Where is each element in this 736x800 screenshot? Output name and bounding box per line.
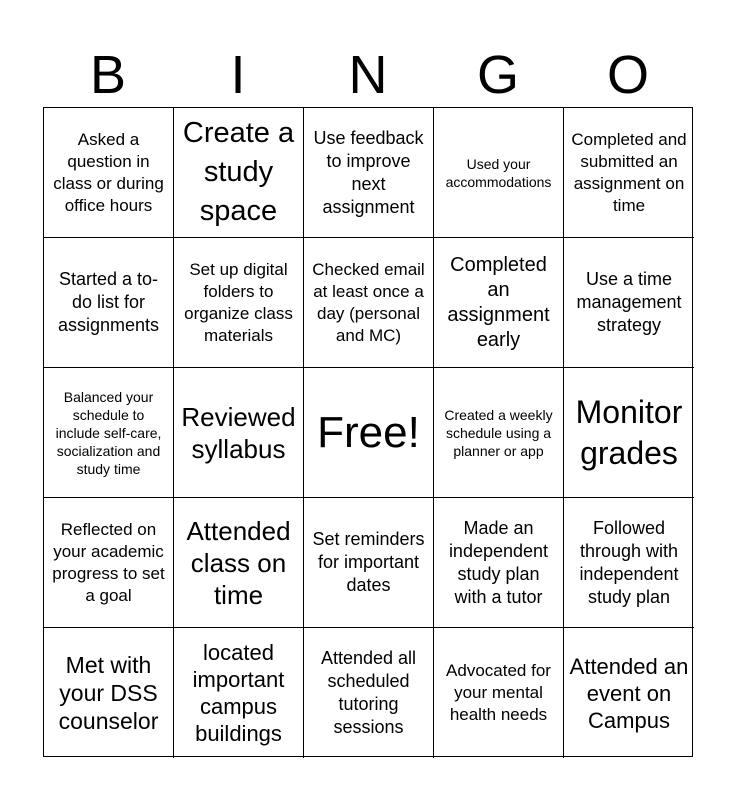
cell-text: Advocated for your mental health needs — [446, 661, 551, 724]
cell-text: Started a to-do list for assignments — [57, 269, 160, 335]
cell-text: Made an independent study plan with a tutor — [448, 517, 549, 607]
cell-text: Created a weekly schedule using a planner or app — [444, 406, 553, 459]
bingo-cell[interactable] — [564, 238, 694, 368]
bingo-cell[interactable] — [174, 238, 304, 368]
bingo-cell[interactable] — [304, 238, 434, 368]
free-space-cell[interactable] — [304, 368, 434, 498]
bingo-cell[interactable] — [174, 368, 304, 498]
bingo-cell[interactable] — [434, 238, 564, 368]
header-letter-i: I — [230, 45, 246, 105]
bingo-cell[interactable] — [174, 628, 304, 758]
bingo-cell[interactable] — [434, 498, 564, 628]
cell-text: Monitor grades — [575, 393, 683, 471]
cell-text: Reviewed syllabus — [181, 401, 296, 464]
bingo-cell[interactable] — [44, 628, 174, 758]
bingo-cell[interactable] — [44, 368, 174, 498]
bingo-header — [43, 45, 693, 105]
cell-text: Checked email at least once a day (personal and MC) — [312, 259, 425, 345]
bingo-cell[interactable] — [44, 498, 174, 628]
header-letter-b: B — [89, 45, 127, 105]
cell-text: Asked a question in class or during office hours — [53, 129, 164, 215]
bingo-board — [43, 107, 693, 757]
header-letter-n: N — [348, 45, 388, 105]
bingo-cell[interactable] — [174, 108, 304, 238]
header-letter-o: O — [606, 45, 649, 105]
bingo-cell[interactable] — [564, 368, 694, 498]
bingo-cell[interactable] — [564, 498, 694, 628]
cell-text: Create a study space — [182, 117, 295, 227]
cell-text: Use feedback to improve next assignment — [313, 127, 424, 217]
bingo-cell[interactable] — [174, 498, 304, 628]
cell-text: Reflected on your academic progress to set a goal — [52, 519, 165, 605]
cell-text: Use a time management strategy — [576, 269, 682, 335]
bingo-cell[interactable] — [304, 498, 434, 628]
bingo-cell[interactable] — [434, 628, 564, 758]
cell-text: Followed through with independent study plan — [579, 517, 679, 607]
header-letter-g: G — [476, 45, 519, 105]
bingo-cell[interactable] — [44, 238, 174, 368]
cell-text: Used your accommodations — [445, 155, 552, 190]
free-space-text: Free! — [317, 407, 420, 457]
cell-text: Completed and submitted an assignment on time — [571, 129, 687, 215]
bingo-cell[interactable] — [434, 368, 564, 498]
cell-text: Set up digital folders to organize class materials — [184, 259, 293, 345]
bingo-cell[interactable] — [564, 108, 694, 238]
cell-text: Met with your DSS counselor — [58, 652, 159, 734]
bingo-cell[interactable] — [434, 108, 564, 238]
bingo-cell[interactable] — [564, 628, 694, 758]
cell-text: Attended an event on Campus — [569, 653, 689, 733]
cell-text: Balanced your schedule to include self-care, socialization and study time — [55, 388, 162, 477]
cell-text: Attended all scheduled tutoring sessions — [320, 648, 417, 737]
cell-text: Set reminders for important dates — [312, 529, 425, 595]
cell-text: located important campus buildings — [192, 640, 285, 746]
bingo-cell[interactable] — [304, 628, 434, 758]
bingo-cell[interactable] — [304, 108, 434, 238]
bingo-cell[interactable] — [44, 108, 174, 238]
cell-text: Attended class on time — [186, 515, 291, 610]
cell-text: Completed an assignment early — [447, 253, 550, 351]
